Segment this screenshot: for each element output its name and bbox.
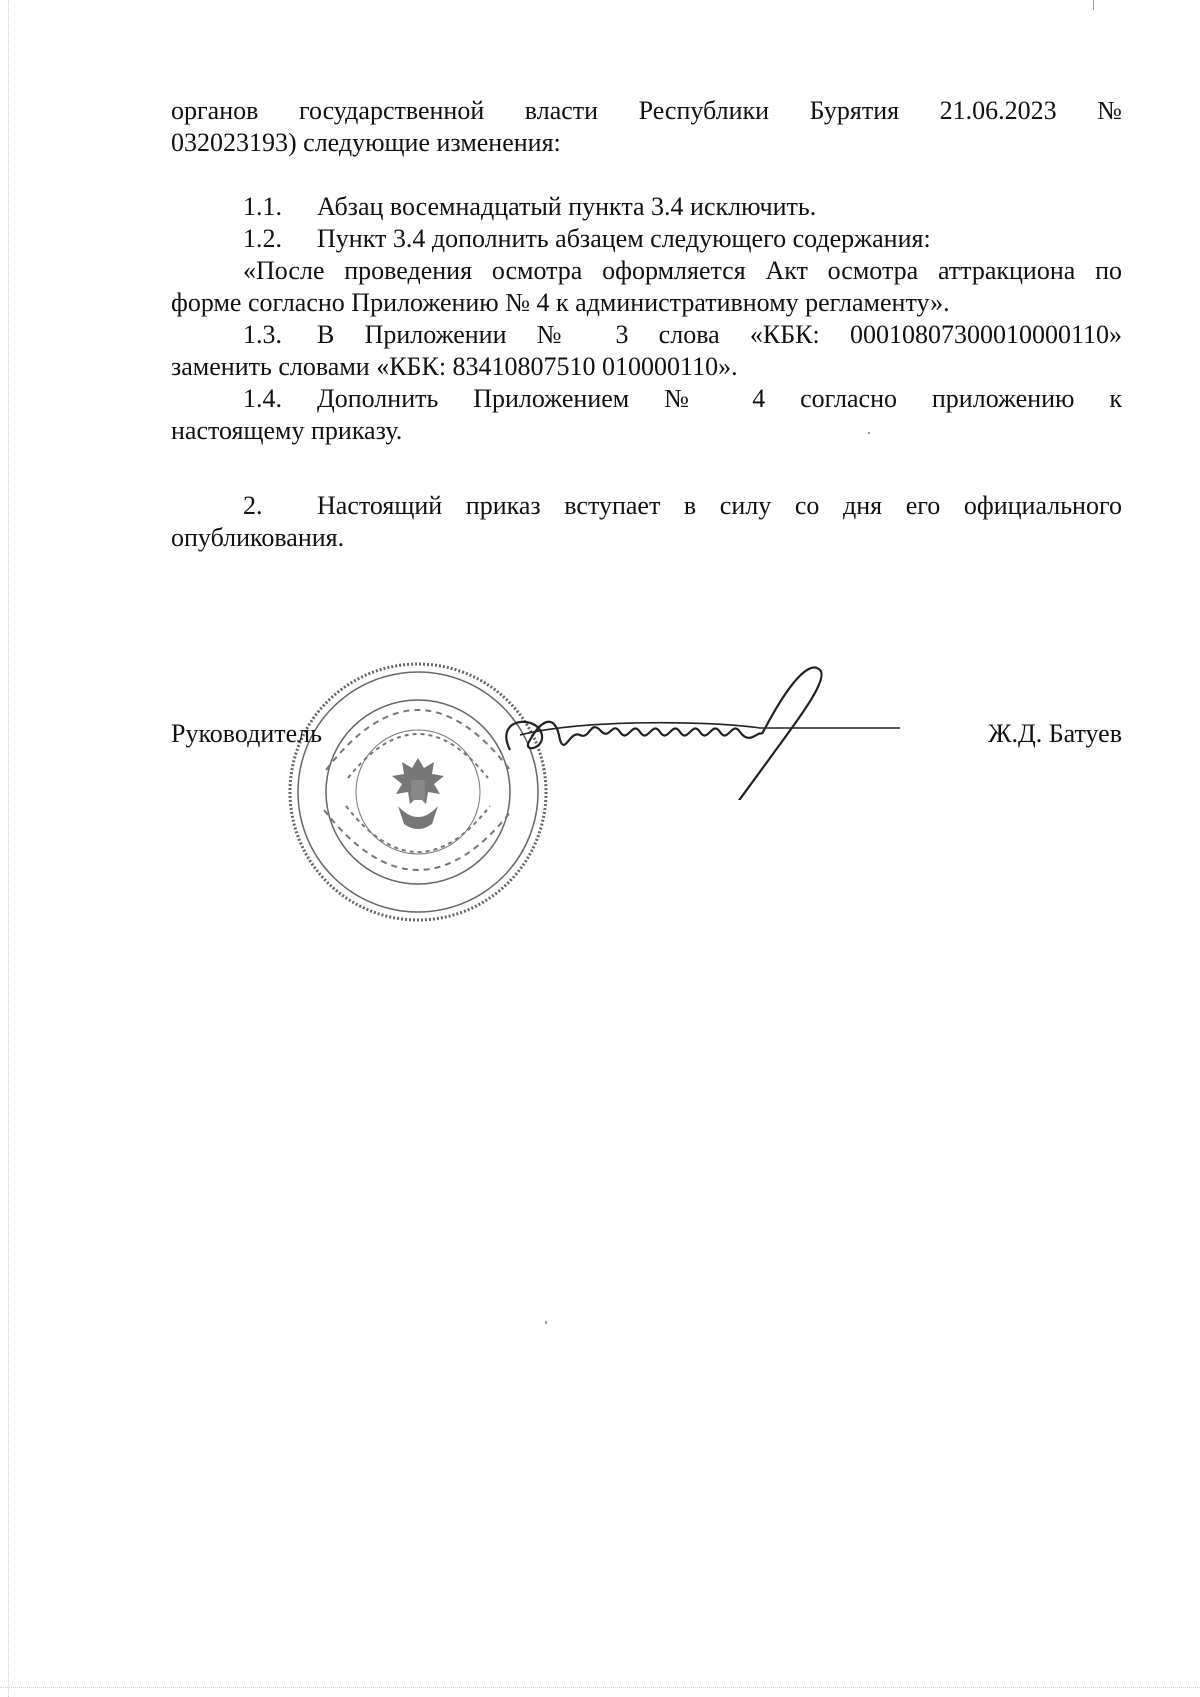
item-text: Настоящий приказ вступает в силу со дня его официального [317,491,1122,520]
intro-line-2: 032023193) следующие изменения: [171,128,561,157]
item-number: 1.2. [243,224,282,253]
quote-line-1: «После проведения осмотра оформляется Акт осмотра аттракциона по [243,256,1122,285]
scan-edge-left [8,0,10,1697]
signature-block [171,718,1122,758]
item-text: Пункт 3.4 дополнить абзацем следующего содержания: [317,224,931,253]
item-text-continued: опубликования. [171,523,345,552]
item-number: 1.3. [243,320,282,349]
double-headed-eagle-emblem [392,758,444,829]
scan-speck [1093,0,1094,10]
item-number: 1.4. [243,384,282,413]
item-text: Дополнить Приложением № 4 согласно приложению к [317,384,1122,413]
item-text: Абзац восемнадцатый пункта 3.4 исключить. [317,192,817,221]
item-number: 1.1. [243,192,282,221]
signatory-name: Ж.Д. Батуев [988,719,1122,748]
item-text-continued: заменить словами «КБК: 83410807510 010000110». [171,352,738,381]
item-text: В Приложении № 3 слова «КБК: 00010807300010000110» [317,320,1122,349]
scan-edge-bottom [0,1687,1200,1689]
signatory-role: Руководитель [171,719,322,748]
quote-line-2: форме согласно Приложению № 4 к административному регламенту». [171,288,950,317]
item-text-continued: настоящему приказу. [171,416,403,445]
intro-line-1: органов государственной власти Республики Бурятия 21.06.2023 № [171,96,1122,125]
item-number: 2. [243,491,263,520]
scan-speck [545,1321,547,1324]
